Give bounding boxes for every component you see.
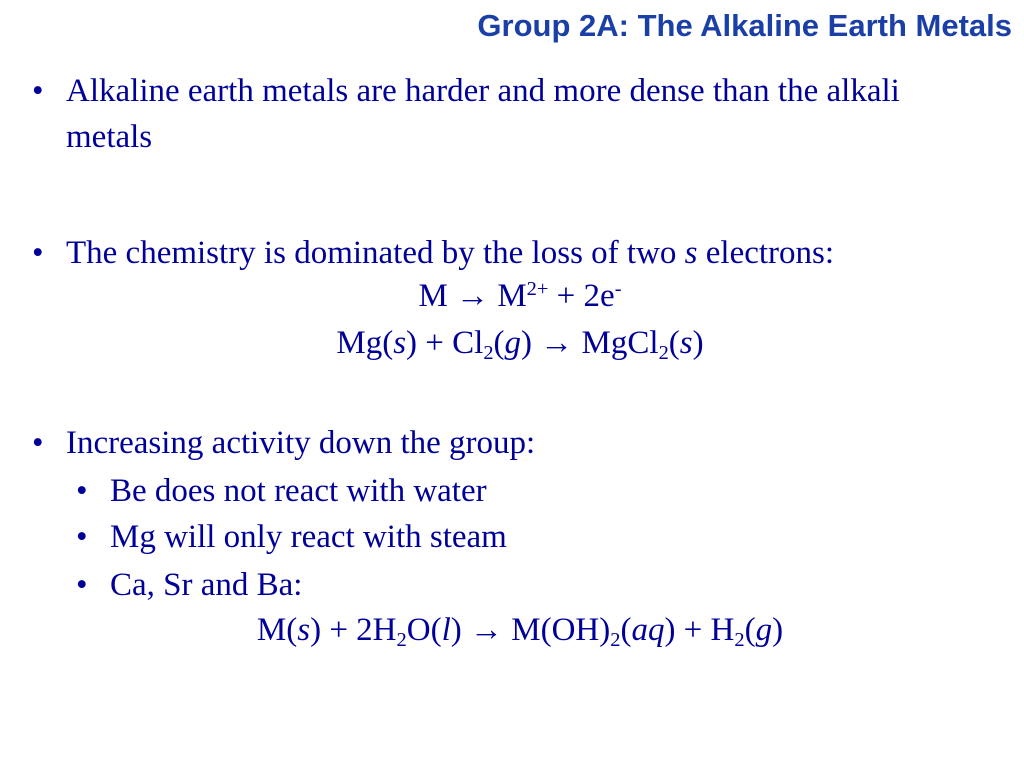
bullet-text: Alkaline earth metals are harder and more dense than the alkali metals bbox=[66, 73, 900, 156]
bullet-marker: • bbox=[32, 235, 44, 271]
bullet-text: Mg will only react with steam bbox=[110, 519, 507, 555]
bullet-hardness bbox=[32, 68, 992, 160]
bullet-text: Ca, Sr and Ba: bbox=[110, 567, 303, 603]
equation-ionization: $M \to M^{2+} + 2e^-$ bbox=[418, 277, 622, 314]
slide-title: Group 2A: The Alkaline Earth Metals bbox=[477, 8, 1012, 43]
bullet-marker: • bbox=[32, 425, 44, 461]
bullet-activity bbox=[32, 420, 535, 466]
bullet-text: Be does not react with water bbox=[110, 473, 487, 509]
bullet-marker: • bbox=[76, 519, 88, 555]
bullet-marker: • bbox=[32, 73, 44, 109]
sub-bullet-beryllium bbox=[76, 468, 487, 514]
bullet-marker: • bbox=[76, 473, 88, 509]
bullet-text: Increasing activity down the group: bbox=[66, 425, 536, 461]
bullet-text: The chemistry is dominated by the loss of two s electrons: bbox=[66, 235, 835, 271]
equation-metal-water: $M(s) + 2H_2O(l) \to M(OH)_2(aq) + H_2(g)$ bbox=[256, 612, 784, 652]
sub-bullet-calcium-strontium-barium bbox=[76, 562, 302, 608]
equation-magnesium-chlorine: $Mg(s) + Cl_2(g)$ → MgCl$_2$(s) bbox=[336, 325, 704, 365]
sub-bullet-magnesium bbox=[76, 514, 507, 560]
bullet-chemistry bbox=[32, 230, 834, 276]
bullet-marker: • bbox=[76, 567, 88, 603]
